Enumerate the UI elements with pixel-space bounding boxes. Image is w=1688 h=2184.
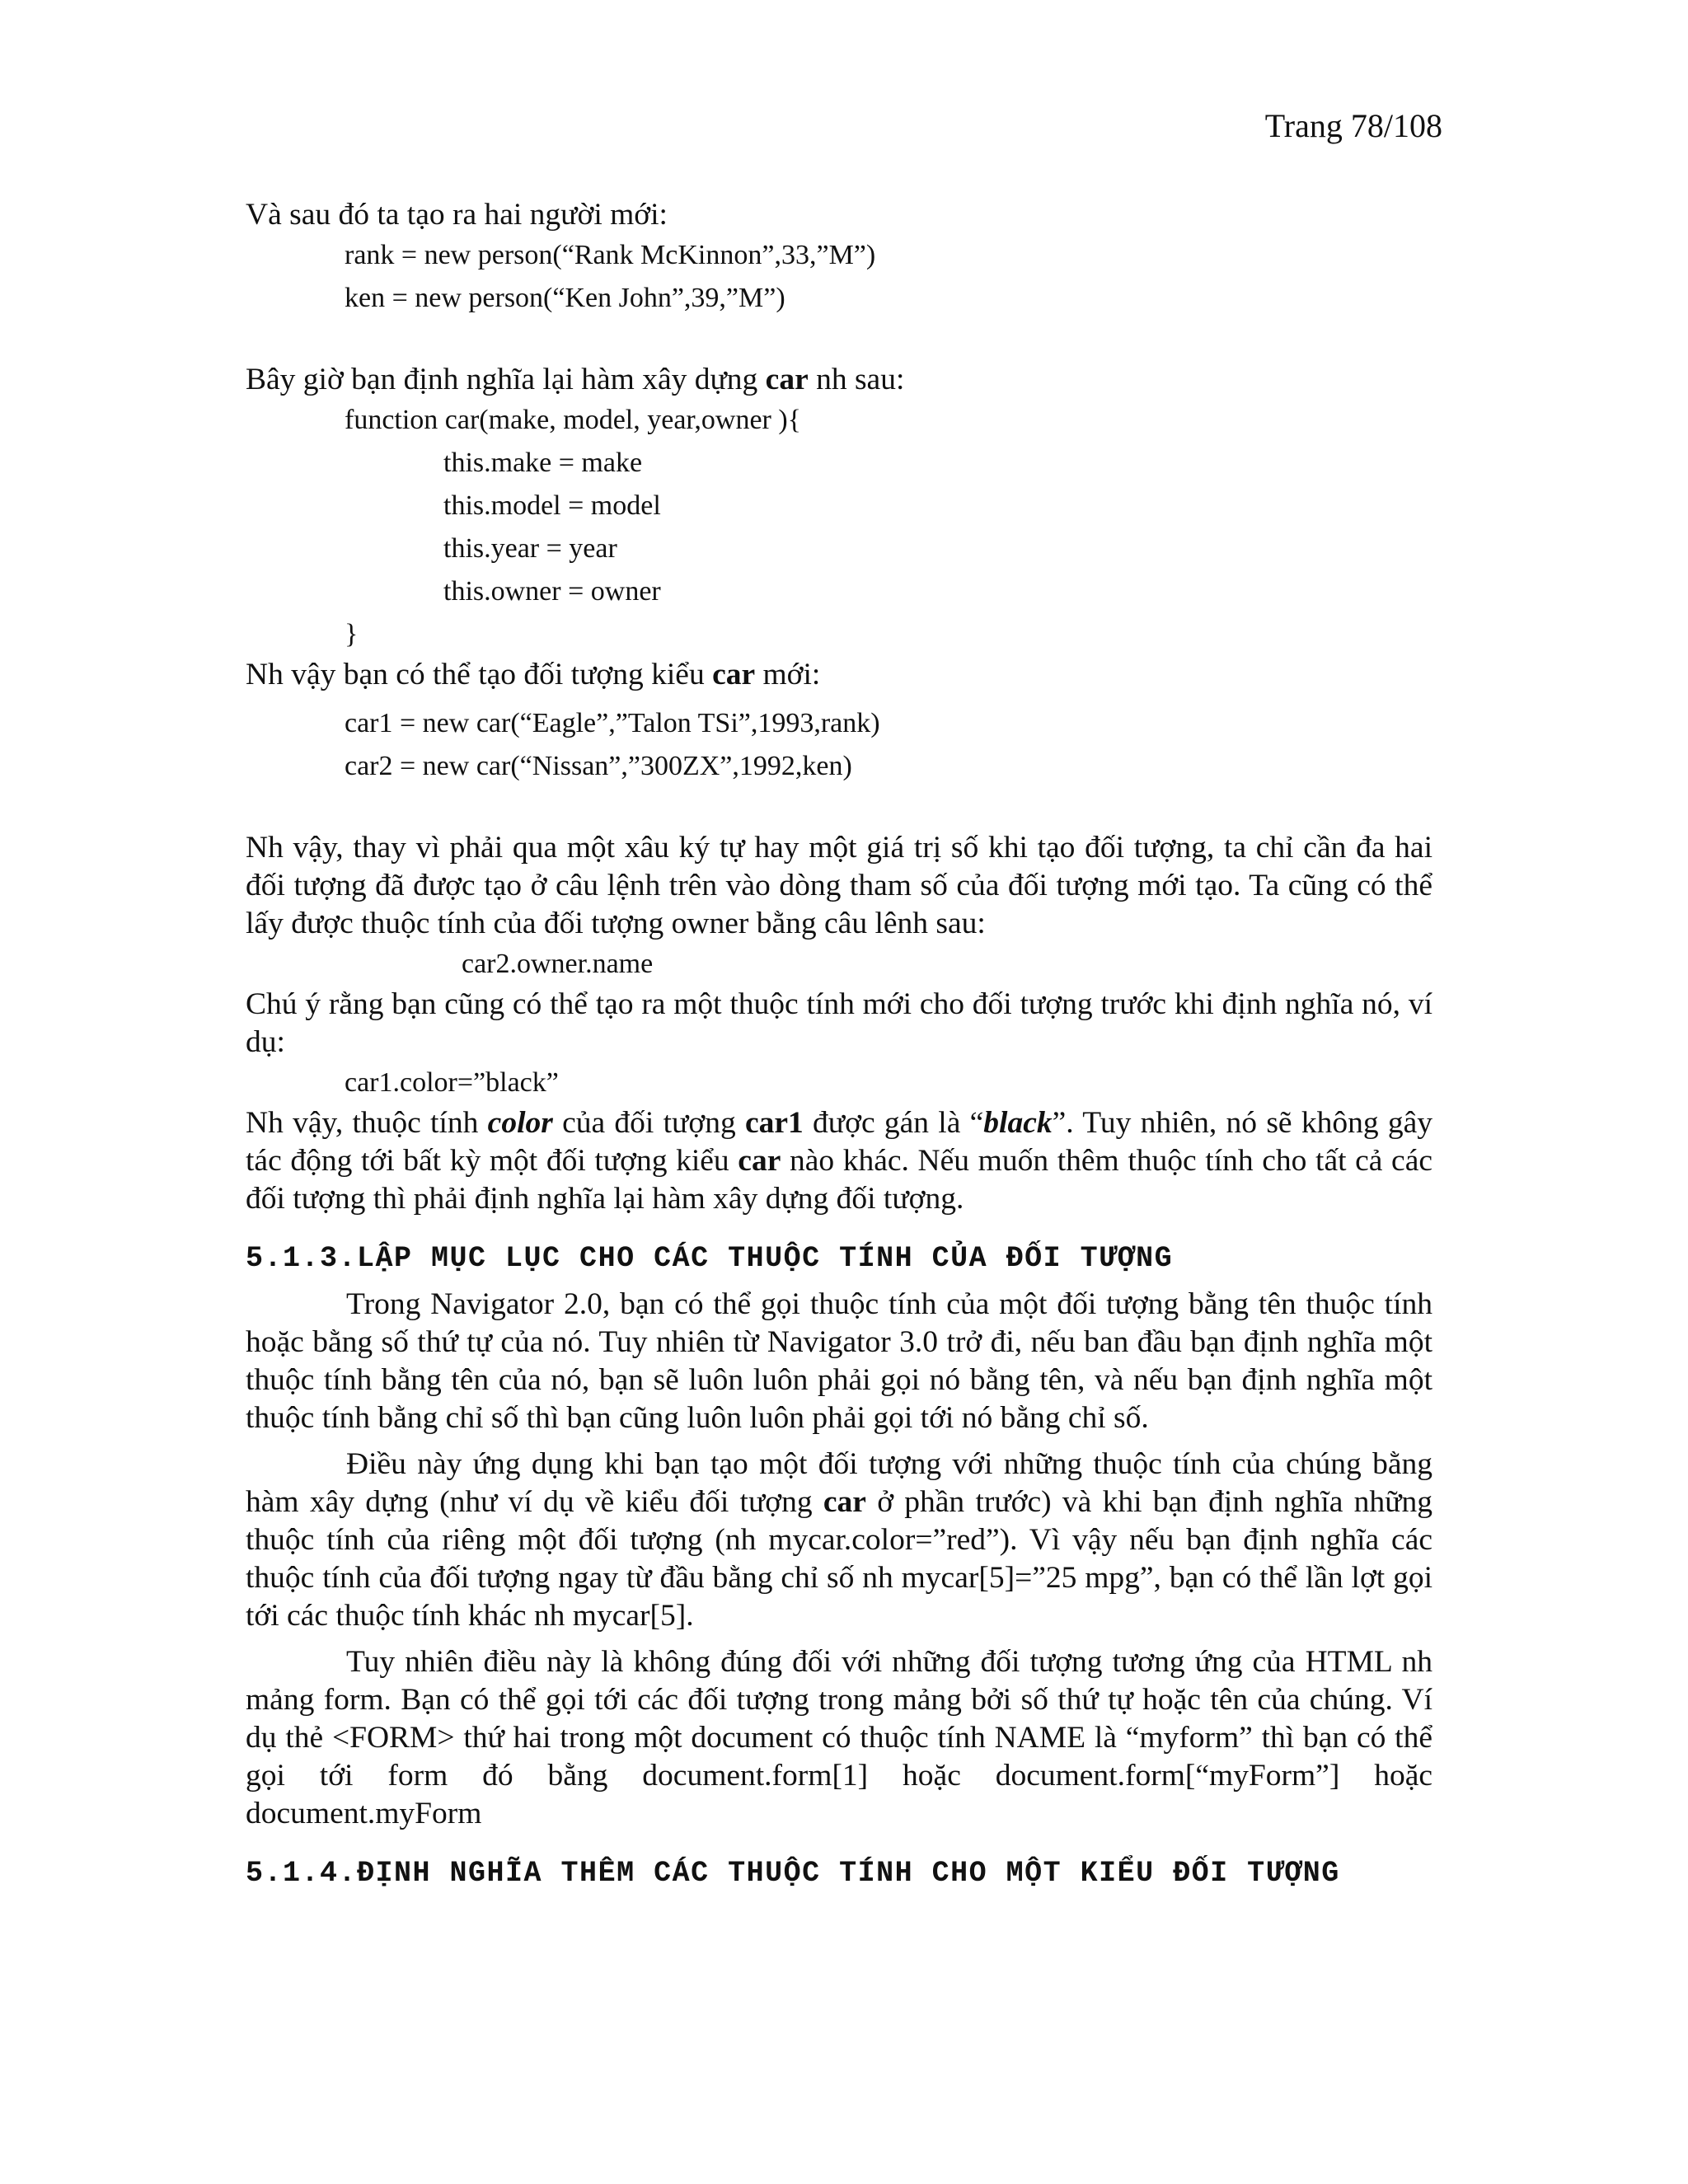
code-line: car2 = new car(“Nissan”,”300ZX”,1992,ken) <box>345 751 852 781</box>
spacer <box>246 1833 1432 1854</box>
text-run: ở phần trước) và khi bạn định nghĩa những thuộc tính của riêng một đối tượng (nh mycar.color=”red”). Vì vậy nếu bạn định nghĩa các thuộc tính của đối tượng ngay từ đầu bằng chỉ số nh mycar[5]=”25 mpg”, bạn có thể lần lợt gọi tới các thuộc tính khác nh mycar[5]. <box>246 1485 1432 1633</box>
navigator-paragraph: Trong Navigator 2.0, bạn có thể gọi thuộc tính của một đối tượng bằng tên thuộc tính hoặc bằng số thứ tự của nó. Tuy nhiên từ Navigator 3.0 trở đi, nếu ban đầu bạn định nghĩa một thuộc tính bằng tên của nó, bạn sẽ luôn luôn phải gọi nó bằng tên, và nếu bạn định nghĩa một thuộc tính bằng chỉ số thì bạn cũng luôn luôn phải gọi tới nó bằng chỉ số. <box>246 1287 1432 1435</box>
code-line: car1 = new car(“Eagle”,”Talon TSi”,1993,rank) <box>345 708 880 738</box>
bold-italic-term: color <box>487 1106 553 1140</box>
spacer <box>246 1635 1432 1643</box>
code-line: rank = new person(“Rank McKinnon”,33,”M”) <box>345 240 876 270</box>
text-run: mới: <box>755 658 821 691</box>
text-run: Nh vậy bạn có thể tạo đối tượng kiểu <box>246 658 713 691</box>
spacer <box>246 788 1432 829</box>
section-heading-5-1-3: 5.1.3.LẬP MỤC LỤC CHO CÁC THUỘC TÍNH CỦA ĐỐI TƯỢNG <box>246 1242 1174 1275</box>
text-run: Nh vậy, thuộc tính <box>246 1106 488 1140</box>
text-run: của đối tượng <box>552 1106 745 1140</box>
text-run: nh sau: <box>808 363 905 396</box>
bold-italic-term: black <box>983 1106 1053 1140</box>
text-run: nào khác. Nếu muốn thêm thuộc tính cho tất cả các đối tượng thì phải định nghĩa lại hàm xây dựng đối tượng. <box>246 1144 1432 1216</box>
redefine-paragraph <box>246 361 1432 399</box>
spacer <box>246 1277 1432 1286</box>
section-heading-5-1-4: 5.1.4.ĐỊNH NGHĨA THÊM CÁC THUỘC TÍNH CHO MỘT KIỂU ĐỐI TƯỢNG <box>246 1857 1340 1890</box>
code-line: this.make = make <box>443 448 643 478</box>
apply-paragraph <box>246 1446 1432 1635</box>
text-run: Điều này ứng dụng khi bạn tạo một đối tượng với những thuộc tính của chúng bằng hàm xây dựng (như ví dụ về kiểu đối tượng <box>246 1447 1432 1519</box>
owner-paragraph: Nh vậy, thay vì phải qua một xâu ký tự hay một giá trị số khi tạo đối tượng, ta chỉ cần đa hai đối tượng đã được tạo ở câu lệnh trên vào dòng tham số của đối tượng mới tạo. Ta cũng có thể lấy được thuộc tính của đối tượng owner bằng câu lênh sau: <box>246 831 1432 940</box>
bold-term: car <box>765 363 809 396</box>
code-line: function car(make, model, year,owner ){ <box>345 405 801 435</box>
code-line: this.model = model <box>443 490 661 521</box>
code-line: this.owner = owner <box>443 576 661 607</box>
page-content <box>246 196 1432 1892</box>
html-paragraph: Tuy nhiên điều này là không đúng đối với những đối tượng tương ứng của HTML nh mảng form. Bạn có thể gọi tới các đối tượng trong mảng bởi số thứ tự hoặc tên của chúng. Ví dụ thẻ <FORM> thứ hai trong một document có thuộc tính NAME là “myform” thì bạn có thể gọi tới form đó bằng document.form[1] hoặc document.form[“myForm”] hoặc document.myForm <box>246 1645 1432 1830</box>
bold-term: car1 <box>744 1106 804 1140</box>
bold-term: car <box>738 1144 781 1178</box>
color-paragraph <box>246 1104 1432 1218</box>
code-line: car2.owner.name <box>462 949 654 979</box>
bold-term: car <box>823 1485 866 1519</box>
page-number-header: Trang 78/108 <box>1264 107 1442 144</box>
code-line: } <box>345 619 359 649</box>
note-paragraph: Chú ý rằng bạn cũng có thể tạo ra một thuộc tính mới cho đối tượng trước khi định nghĩa nó, ví dụ: <box>246 987 1432 1059</box>
spacer <box>246 694 1432 702</box>
spacer <box>246 1218 1432 1240</box>
spacer <box>246 320 1432 361</box>
spacer <box>246 1437 1432 1446</box>
bold-term: car <box>712 658 756 691</box>
text-run: được gán là “ <box>803 1106 984 1140</box>
text-run: ”. Tuy nhiên, nó sẽ không gây tác động tới bất kỳ một đối tượng kiểu <box>246 1106 1433 1178</box>
intro-paragraph: Và sau đó ta tạo ra hai người mới: <box>246 198 668 232</box>
create-objects-paragraph <box>246 656 1432 694</box>
code-line: car1.color=”black” <box>345 1067 559 1098</box>
code-line: this.year = year <box>443 533 617 564</box>
code-line: ken = new person(“Ken John”,39,”M”) <box>345 283 785 313</box>
text-run: Bây giờ bạn định nghĩa lại hàm xây dựng <box>246 363 766 396</box>
